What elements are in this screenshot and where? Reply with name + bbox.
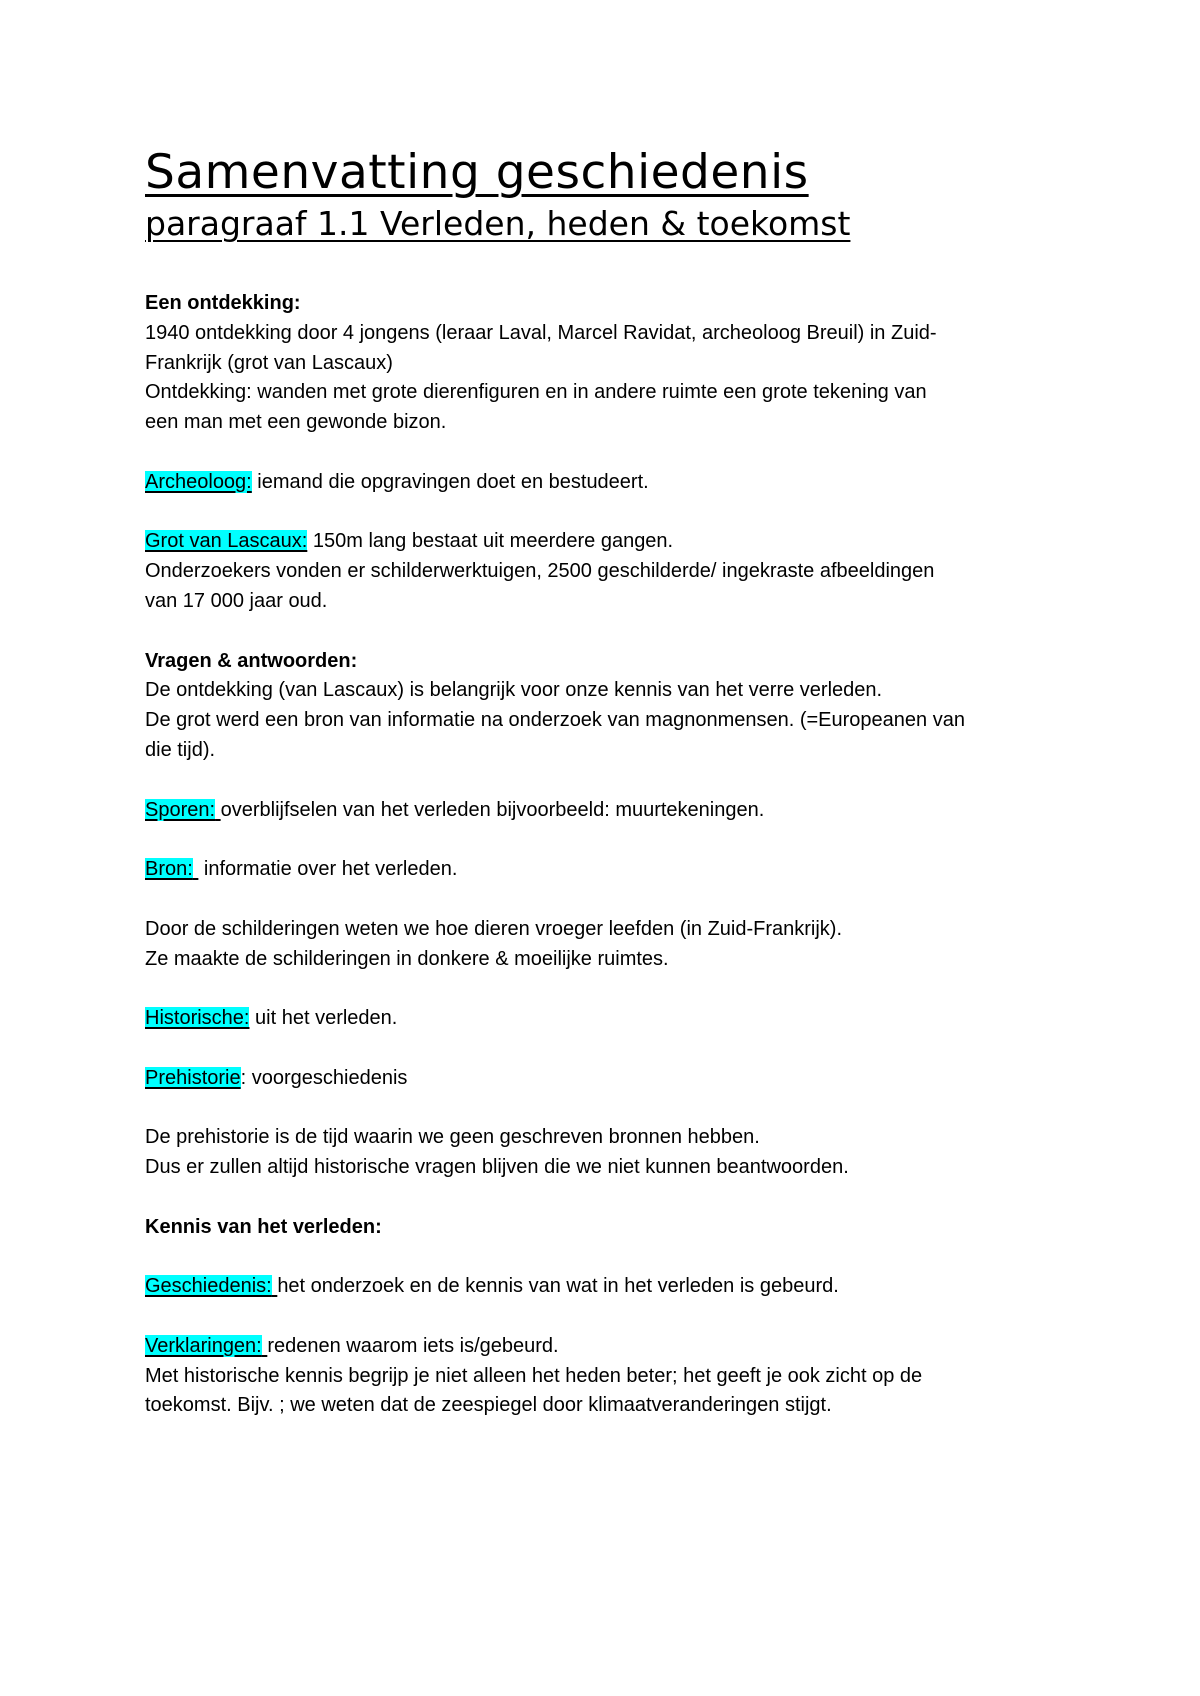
paragraph-line: De prehistorie is de tijd waarin we geen geschreven bronnen hebben. — [145, 1126, 760, 1149]
paragraph-line: Frankrijk (grot van Lascaux) — [145, 351, 393, 374]
paragraph-line: Onderzoekers vonden er schilderwerktuigen, 2500 geschilderde/ ingekraste afbeeldingen — [145, 560, 935, 583]
spacer — [145, 245, 1075, 289]
definition-bron — [145, 855, 1075, 885]
paragraph-line: 1940 ontdekking door 4 jongens (leraar Laval, Marcel Ravidat, archeoloog Breuil) in Zuid- — [145, 321, 937, 344]
definition-text: overblijfselen van het verleden bijvoorbeeld: muurtekeningen. — [220, 798, 765, 821]
highlighted-term: Sporen: — [145, 798, 216, 821]
blank-line — [145, 498, 1075, 528]
paragraph-line: Met historische kennis begrijp je niet alleen het heden beter; het geeft je ook zicht op de — [145, 1364, 923, 1387]
highlighted-term: Grot van Lascaux: — [145, 530, 308, 553]
definition-historische — [145, 1004, 1075, 1034]
highlighted-term: Archeoloog: — [145, 470, 252, 493]
definition-text: uit het verleden. — [249, 1007, 398, 1030]
definition-geschiedenis — [145, 1272, 1075, 1302]
definition-text: informatie over het verleden. — [198, 858, 458, 881]
document-subtitle: paragraaf 1.1 Verleden, heden & toekomst — [145, 204, 851, 243]
blank-line — [145, 1183, 1075, 1213]
blank-line — [145, 617, 1075, 647]
paragraph-line: Door de schilderingen weten we hoe dieren vroeger leefden (in Zuid-Frankrijk). — [145, 917, 843, 940]
blank-line — [145, 1302, 1075, 1332]
paragraph-line: Ontdekking: wanden met grote dierenfiguren en in andere ruimte een grote tekening van — [145, 381, 927, 404]
definition-text: iemand die opgravingen doet en bestudeert. — [251, 470, 649, 493]
blank-line — [145, 1094, 1075, 1124]
document-body — [145, 143, 1075, 1421]
blank-line — [145, 885, 1075, 915]
paragraph-line: Dus er zullen altijd historische vragen blijven die we niet kunnen beantwoorden. — [145, 1156, 849, 1179]
definition-text: het onderzoek en de kennis van wat in het verleden is gebeurd. — [277, 1275, 839, 1298]
definition-sporen — [145, 796, 1075, 826]
definition-verklaringen — [145, 1332, 1075, 1362]
definition-prehistorie — [145, 1064, 1075, 1094]
paragraph-line: De grot werd een bron van informatie na onderzoek van magnonmensen. (=Europeanen van — [145, 709, 965, 732]
section-heading-kennis: Kennis van het verleden: — [145, 1215, 382, 1238]
section-heading-ontdekking: Een ontdekking: — [145, 292, 301, 314]
definition-text: redenen waarom iets is/gebeurd. — [267, 1334, 559, 1357]
highlighted-term: Historische: — [145, 1007, 250, 1030]
blank-line — [145, 1034, 1075, 1064]
blank-line — [145, 974, 1075, 1004]
definition-text: 150m lang bestaat uit meerdere gangen. — [307, 530, 674, 553]
paragraph-line: Ze maakte de schilderingen in donkere & moeilijke ruimtes. — [145, 947, 669, 970]
section-heading-vragen: Vragen & antwoorden: — [145, 649, 358, 672]
paragraph-line: toekomst. Bijv. ; we weten dat de zeespiegel door klimaatveranderingen stijgt. — [145, 1394, 832, 1417]
paragraph-line: van 17 000 jaar oud. — [145, 589, 328, 612]
paragraph-line: een man met een gewonde bizon. — [145, 411, 447, 434]
term-colon: : — [240, 1066, 247, 1089]
blank-line — [145, 438, 1075, 468]
highlighted-term: Verklaringen: — [145, 1334, 262, 1357]
document-title: Samenvatting geschiedenis — [145, 145, 809, 200]
paragraph-line: De ontdekking (van Lascaux) is belangrijk voor onze kennis van het verre verleden. — [145, 679, 883, 702]
blank-line — [145, 825, 1075, 855]
blank-line — [145, 1243, 1075, 1273]
paragraph-line: die tijd). — [145, 738, 216, 761]
definition-grot-van-lascaux — [145, 527, 1075, 557]
definition-text: voorgeschiedenis — [246, 1066, 408, 1089]
highlighted-term: Prehistorie — [145, 1066, 241, 1089]
definition-archeoloog — [145, 468, 1075, 498]
highlighted-term: Bron: — [145, 858, 193, 881]
blank-line — [145, 766, 1075, 796]
highlighted-term: Geschiedenis: — [145, 1275, 272, 1298]
